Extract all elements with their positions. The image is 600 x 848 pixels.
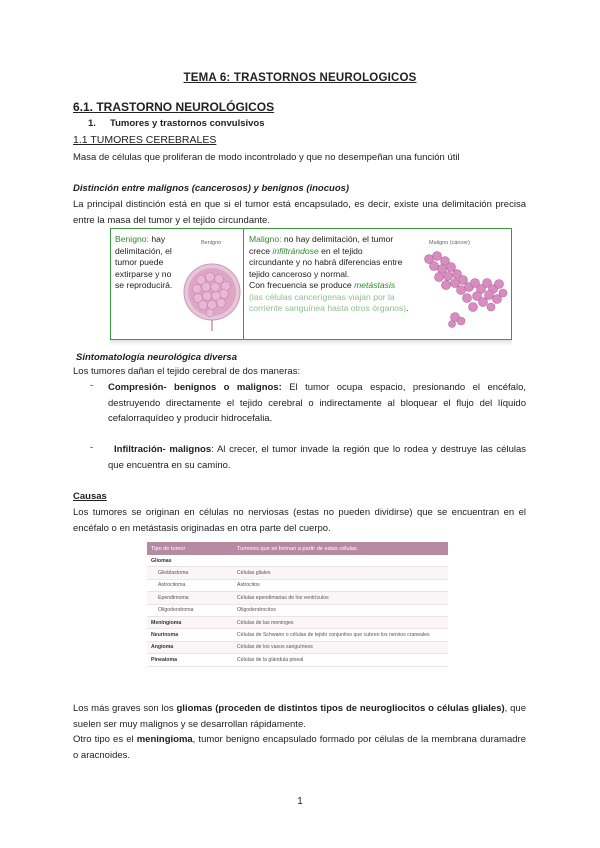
section-heading: 6.1. TRASTORNO NEUROLÓGICOS bbox=[73, 100, 275, 114]
figure-shadow bbox=[110, 340, 512, 346]
benigno-caption: Benigno bbox=[201, 240, 222, 246]
maligno-end: . bbox=[406, 303, 409, 313]
figure-divider bbox=[243, 229, 244, 339]
origin-cells-cell: Células de Schwann o células de tejido conjuntivo que cubren los nervios craneales bbox=[233, 629, 448, 641]
intro-paragraph: Masa de células que proliferan de modo incontrolado y que no desempeñan una función útil bbox=[73, 152, 460, 163]
table-row bbox=[147, 604, 448, 616]
gliomas-text-1: Los más graves son los bbox=[73, 703, 177, 714]
origin-cells-cell: Células de la glándula pineal bbox=[233, 654, 448, 666]
infiltracion-text: : Al crecer, el tumor invade la región que lo rodea y destruye las células que encuentra en su camino. bbox=[108, 444, 527, 471]
tumor-type-cell: Glioblastoma bbox=[147, 567, 233, 579]
list-dash: - bbox=[90, 442, 94, 453]
benigno-label: Benigno: bbox=[115, 234, 149, 244]
gliomas-bold: gliomas (proceden de distintos tipos de neurogliocitos o células gliales) bbox=[176, 703, 505, 714]
gliomas-text-2: , que suelen ser muy malignos y se desarrollan rápidamente. bbox=[73, 703, 526, 730]
page-number: 1 bbox=[297, 796, 303, 807]
maligno-text-2: en el tejido circundante y no habrá diferencias entre tejido canceroso y normal. bbox=[249, 245, 403, 279]
maligno-text-3: Con frecuencia se produce bbox=[249, 280, 355, 290]
tumor-type-cell: Meningioma bbox=[147, 616, 233, 628]
table-row bbox=[147, 641, 448, 653]
table-row bbox=[147, 579, 448, 591]
origin-cells-cell: Oligodendrocitos bbox=[233, 604, 448, 616]
sintomatologia-heading: Sintomatología neurológica diversa bbox=[76, 352, 238, 363]
sintomatologia-intro: Los tumores dañan el tejido cerebral de dos maneras: bbox=[73, 366, 301, 377]
origin-cells-cell: Células de los vasos sanguíneos bbox=[233, 641, 448, 653]
distincion-paragraph: La principal distinción está en que si el tumor está encapsulado, es decir, existe una delimitación precisa entre la masa del tumor y el tejido circundante. bbox=[73, 199, 526, 226]
origin-cells-cell: Astrocitos bbox=[233, 579, 448, 591]
subsection-number: 1. bbox=[88, 118, 96, 129]
infiltrandose-term: infiltrándose bbox=[272, 245, 319, 256]
benigno-text: hay delimitación, el tumor puede extirparse y no se reproducirá. bbox=[115, 234, 173, 290]
table-row bbox=[147, 592, 448, 604]
list-item-compresion bbox=[108, 380, 526, 427]
compresion-label: Compresión- benignos o malignos: bbox=[108, 382, 282, 393]
table-header-cell: Tipo de tumor bbox=[147, 542, 233, 555]
table-row bbox=[147, 629, 448, 641]
tumor-types-table bbox=[147, 542, 448, 667]
origin-cells-cell: Células de las meninges bbox=[233, 616, 448, 628]
maligno-label: Maligno: bbox=[249, 234, 282, 244]
maligno-description bbox=[249, 234, 409, 315]
gliomas-paragraph bbox=[73, 701, 526, 732]
tumor-type-cell: Angioma bbox=[147, 641, 233, 653]
table-body bbox=[147, 555, 448, 666]
table-row bbox=[147, 555, 448, 567]
tumor-type-cell: Astrocitoma bbox=[147, 579, 233, 591]
benigno-description bbox=[115, 234, 179, 292]
tumor-type-cell: Ependimoma bbox=[147, 592, 233, 604]
metastasis-note: (las células cancerígenas viajan por la corriente sanguínea hasta otros órganos) bbox=[249, 291, 407, 313]
origin-cells-cell: Células ependimarias de los ventrículos bbox=[233, 592, 448, 604]
malignant-tumor-illustration bbox=[417, 247, 509, 331]
tumor-type-cell: Pinealoma bbox=[147, 654, 233, 666]
metastasis-term: metástasis bbox=[354, 280, 396, 290]
tumor-type-cell: Oligodendroma bbox=[147, 604, 233, 616]
tumor-type-cell: Neurinoma bbox=[147, 629, 233, 641]
meningioma-text-2: , tumor benigno encapsulado formado por células de la membrana duramadre o aracnoides. bbox=[73, 734, 526, 761]
page-title: TEMA 6: TRASTORNOS NEUROLOGICOS bbox=[183, 72, 417, 84]
tumor-figure bbox=[110, 228, 512, 340]
origin-cells-cell: Células gliales bbox=[233, 567, 448, 579]
benign-tumor-illustration bbox=[181, 247, 243, 333]
subsection-heading bbox=[88, 118, 265, 129]
table-row bbox=[147, 616, 448, 628]
table-header-row bbox=[147, 542, 448, 555]
maligno-text-1: no hay delimitación, el tumor crece bbox=[249, 234, 394, 256]
origin-cells-cell bbox=[233, 555, 448, 567]
subsection-1-1-heading: 1.1 TUMORES CEREBRALES bbox=[73, 134, 217, 146]
table-header-cell: Tumores que se forman a partir de estas células bbox=[233, 542, 448, 555]
table-row bbox=[147, 654, 448, 666]
list-dash: - bbox=[90, 380, 94, 391]
tumor-type-cell: Gliomas bbox=[147, 555, 233, 567]
meningioma-paragraph bbox=[73, 732, 526, 763]
meningioma-bold: meningioma bbox=[136, 734, 193, 745]
infiltracion-label: Infiltración- malignos bbox=[114, 444, 212, 455]
distincion-heading: Distinción entre malignos (cancerosos) y benignos (inocuos) bbox=[73, 183, 350, 194]
maligno-caption: Maligno (cáncer) bbox=[429, 240, 470, 246]
subsection-label: Tumores y trastornos convulsivos bbox=[110, 118, 265, 129]
list-item-infiltracion bbox=[108, 442, 526, 473]
causas-paragraph: Los tumores se originan en células no nerviosas (estas no pueden dividirse) que se encuentran en el encéfalo o en metástasis originadas en otra parte del cuerpo. bbox=[73, 507, 526, 534]
causas-heading: Causas bbox=[73, 491, 107, 502]
table-row bbox=[147, 567, 448, 579]
meningioma-text-1: Otro tipo es el bbox=[73, 734, 137, 745]
compresion-text: El tumor ocupa espacio, presionando el encéfalo, destruyendo directamente el tejido cerebral o indirectamente al bloquear el flujo del líquido cefalorraquídeo y producir hidrocefalia. bbox=[108, 382, 526, 424]
